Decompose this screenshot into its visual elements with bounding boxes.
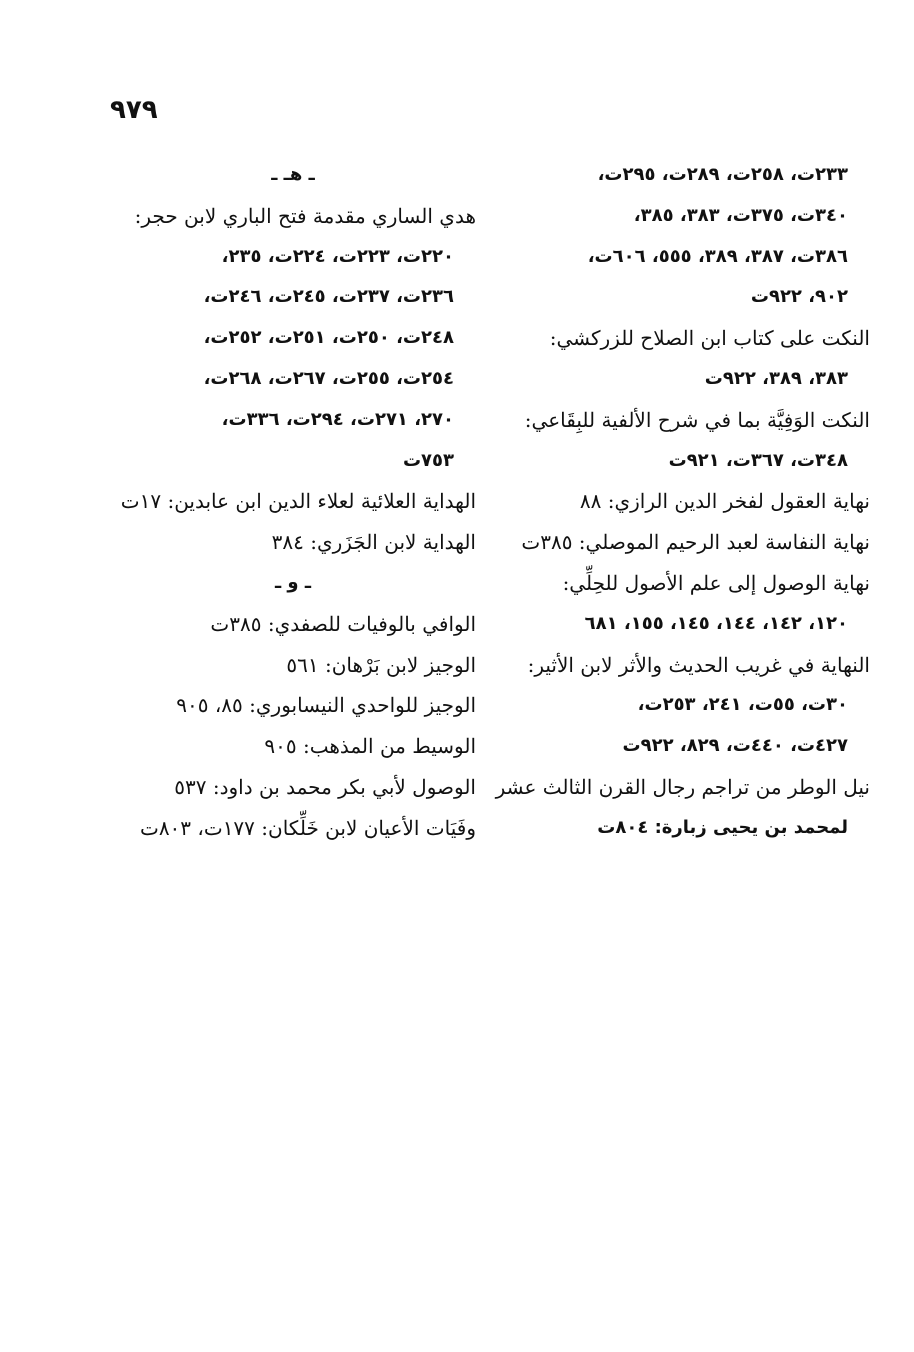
index-entry-title: الوافي بالوفيات للصفدي: ٣٨٥ت bbox=[210, 611, 476, 636]
index-page-refs: ٣٤٠ت، ٣٧٥ت، ٣٨٣، ٣٨٥، bbox=[633, 204, 848, 226]
index-column-left bbox=[110, 155, 476, 849]
index-page-refs: ٩٠٢، ٩٢٢ت bbox=[750, 286, 848, 308]
index-entry-title: هدي الساري مقدمة فتح الباري لابن حجر: bbox=[134, 203, 476, 228]
index-entry-title: نهاية العقول لفخر الدين الرازي: ٨٨ bbox=[579, 489, 870, 514]
index-entry-title: نهاية النفاسة لعبد الرحيم الموصلي: ٣٨٥ت bbox=[521, 530, 870, 555]
section-letter-heading: ـ هـ ـ bbox=[271, 164, 315, 185]
index-page-refs: ٢٤٨ت، ٢٥٠ت، ٢٥١ت، ٢٥٢ت، bbox=[203, 327, 454, 349]
index-entry-title: نهاية الوصول إلى علم الأصول للحِلِّي: bbox=[562, 570, 870, 595]
index-entry-title: النهاية في غريب الحديث والأثر لابن الأثير: bbox=[527, 652, 870, 677]
index-entry-title: النكت على كتاب ابن الصلاح للزركشي: bbox=[549, 326, 870, 351]
index-entry-title: الوجيز للواحدي النيسابوري: ٨٥، ٩٠٥ bbox=[176, 693, 476, 718]
index-page-refs: ٢٧٠، ٢٧١ت، ٢٩٤ت، ٣٣٦ت، bbox=[221, 408, 454, 430]
index-entry-title: الوجيز لابن بَرْهان: ٥٦١ bbox=[286, 652, 476, 677]
section-letter-heading: ـ و ـ bbox=[274, 571, 312, 593]
index-column-right bbox=[478, 155, 870, 849]
index-entry-title: وفَيَات الأعيان لابن خَلِّكان: ١٧٧ت، ٨٠٣ت bbox=[139, 815, 476, 840]
index-page-refs: لمحمد بن يحيى زبارة: ٨٠٤ت bbox=[597, 816, 848, 838]
index-entry-title: الهداية لابن الجَزَري: ٣٨٤ bbox=[271, 530, 476, 555]
index-entry-title: الهداية العلائية لعلاء الدين ابن عابدين: ١٧ت bbox=[120, 489, 476, 514]
index-page-refs: ١٢٠، ١٤٢، ١٤٤، ١٤٥، ١٥٥، ٦٨١ bbox=[584, 612, 848, 634]
index-page-refs: ٣٨٣، ٣٨٩، ٩٢٢ت bbox=[704, 367, 848, 389]
index-page-refs: ٣٠ت، ٥٥ت، ٢٤١، ٢٥٣ت، bbox=[637, 694, 848, 716]
index-page-refs: ٢٣٣ت، ٢٥٨ت، ٢٨٩ت، ٢٩٥ت، bbox=[597, 164, 848, 185]
index-page-refs: ٢٢٠ت، ٢٢٣ت، ٢٢٤ت، ٢٣٥، bbox=[221, 245, 454, 267]
index-entry-title: الوسيط من المذهب: ٩٠٥ bbox=[264, 734, 476, 759]
index-page-refs: ٤٢٧ت، ٤٤٠ت، ٨٢٩، ٩٢٢ت bbox=[622, 735, 848, 757]
index-page-refs: ٣٤٨ت، ٣٦٧ت، ٩٢١ت bbox=[668, 449, 848, 471]
index-entry-title: النكت الوَفِيَّة بما في شرح الألفية للبِقَاعي: bbox=[524, 407, 870, 432]
index-page-refs: ٢٥٤ت، ٢٥٥ت، ٢٦٧ت، ٢٦٨ت، bbox=[203, 367, 454, 389]
index-page-refs: ٣٨٦ت، ٣٨٧، ٣٨٩، ٥٥٥، ٦٠٦ت، bbox=[587, 245, 848, 267]
page-number: ٩٧٩ bbox=[110, 95, 158, 125]
index-page-refs: ٢٣٦ت، ٢٣٧ت، ٢٤٥ت، ٢٤٦ت، bbox=[203, 286, 454, 308]
index-page-refs: ٧٥٣ت bbox=[402, 449, 454, 471]
index-entry-title: الوصول لأبي بكر محمد بن داود: ٥٣٧ bbox=[174, 774, 476, 799]
index-entry-title: نيل الوطر من تراجم رجال القرن الثالث عشر bbox=[495, 774, 870, 799]
